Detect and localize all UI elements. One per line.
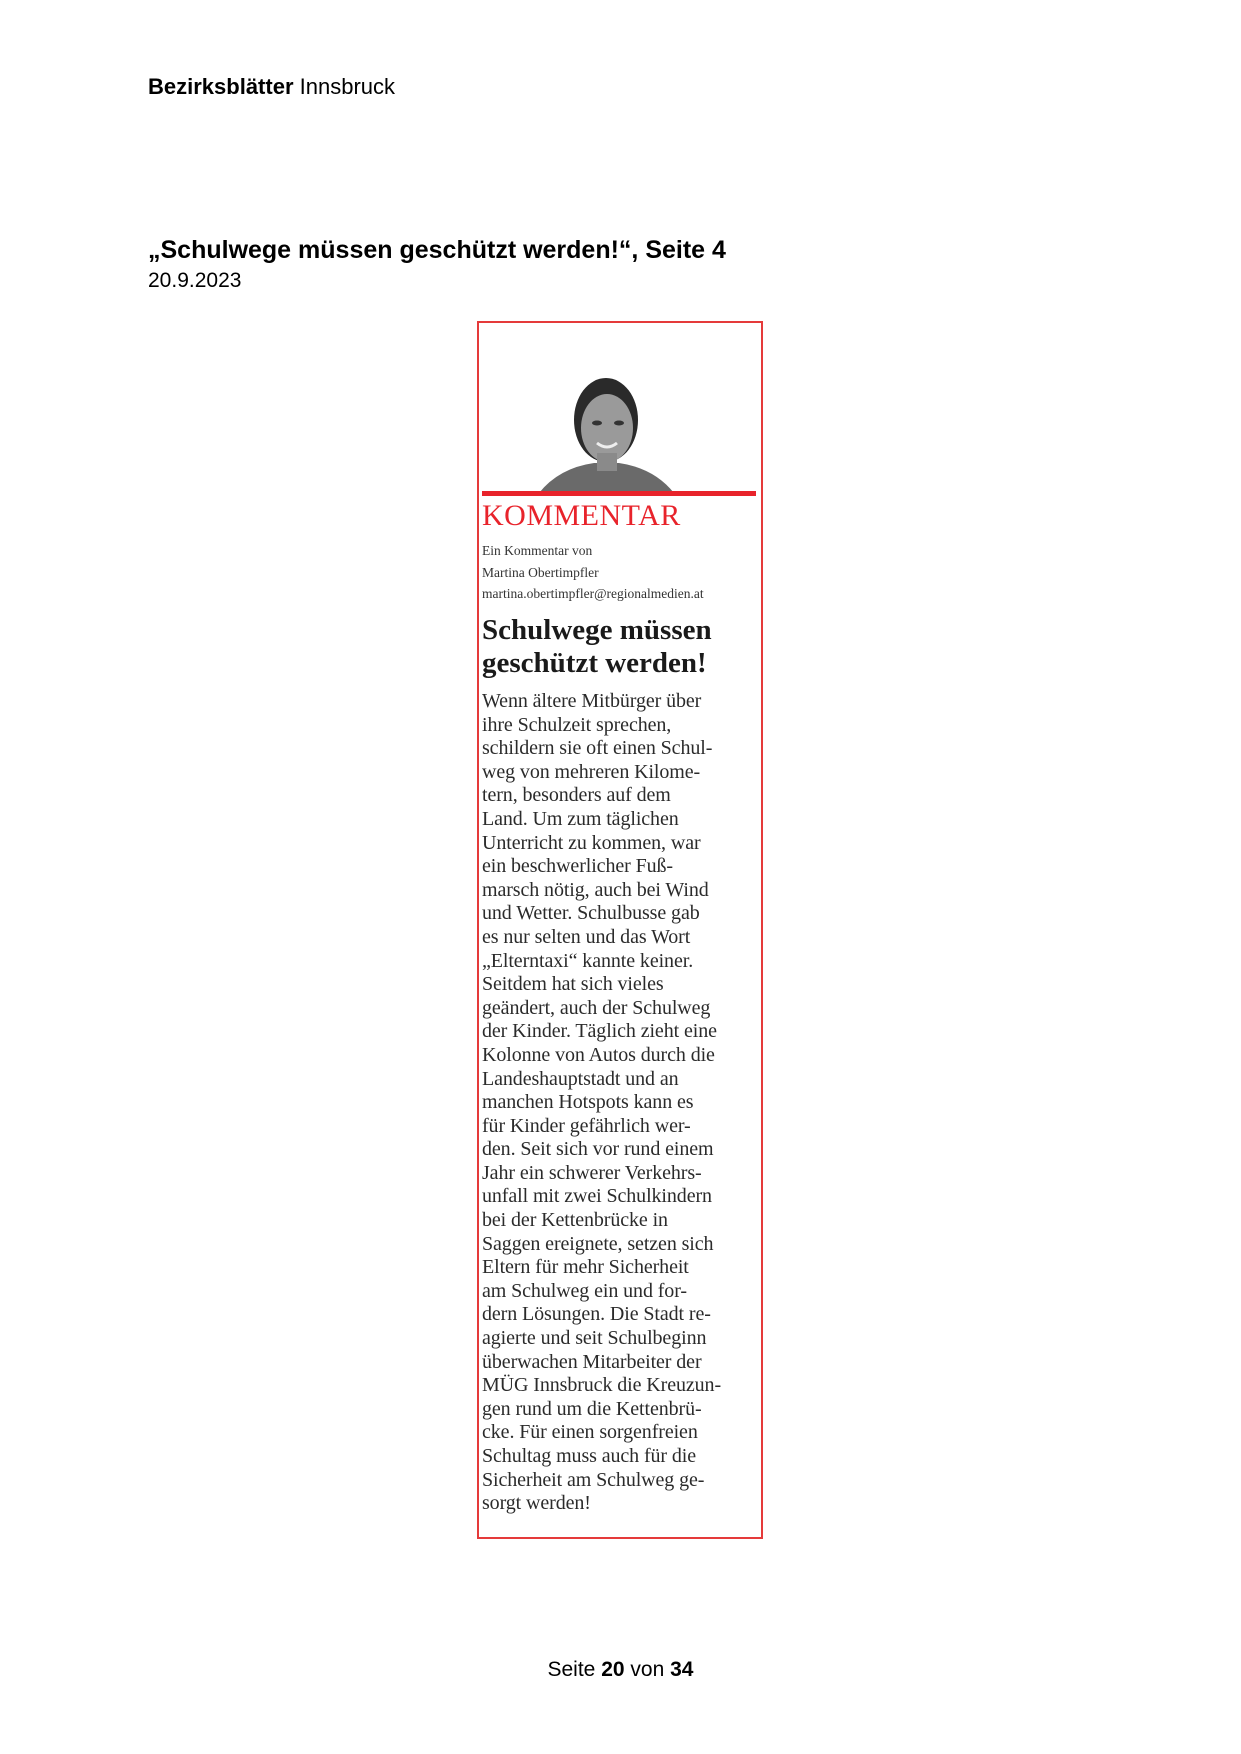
body-line: Land. Um zum täglichen: [482, 807, 679, 830]
clipping-headline: [482, 614, 712, 680]
body-line: Wenn ältere Mitbürger über: [482, 690, 702, 712]
author-photo: [539, 368, 674, 493]
article-title: „Schulwege müssen geschützt werden!“, Seite 4: [148, 236, 726, 264]
body-line: weg von mehreren Kilome-: [482, 760, 701, 783]
body-line: Unterricht zu kommen, war: [482, 831, 701, 854]
headline-line: Schulwege müssen: [482, 614, 712, 646]
body-line: der Kinder. Täglich zieht eine: [482, 1020, 717, 1043]
body-line: Sicherheit am Schulweg ge-: [482, 1468, 705, 1491]
body-line: Landeshauptstadt und an: [482, 1067, 679, 1090]
body-line: Schultag muss auch für die: [482, 1445, 697, 1467]
body-line: ein beschwerlicher Fuß-: [482, 855, 673, 878]
body-line: gen rund um die Kettenbrü-: [482, 1397, 702, 1420]
body-line: für Kinder gefährlich wer-: [482, 1114, 691, 1137]
body-line: Kolonne von Autos durch die: [482, 1043, 715, 1066]
publication-header: [148, 74, 395, 100]
body-line: MÜG Innsbruck die Kreuzun-: [482, 1374, 722, 1397]
body-line: ihre Schulzeit sprechen,: [482, 713, 672, 736]
byline: [482, 540, 704, 605]
total-pages: 34: [670, 1658, 694, 1681]
footer-middle: von: [630, 1658, 665, 1681]
body-line: dern Lösungen. Die Stadt re-: [482, 1303, 711, 1326]
body-line: überwachen Mitarbeiter der: [482, 1350, 702, 1373]
body-line: tern, besonders auf dem: [482, 784, 671, 807]
publication-name: Bezirksblätter: [148, 74, 294, 99]
headline-line: geschützt werden!: [482, 647, 707, 679]
body-line: agierte und seit Schulbeginn: [482, 1327, 707, 1350]
body-line: Eltern für mehr Sicherheit: [482, 1256, 689, 1279]
body-line: den. Seit sich vor rund einem: [482, 1138, 714, 1161]
body-line: „Elterntaxi“ kannte keiner.: [482, 949, 694, 972]
body-line: am Schulweg ein und for-: [482, 1279, 687, 1302]
body-line: sorgt werden!: [482, 1492, 591, 1515]
body-line: Saggen ereignete, setzen sich: [482, 1232, 714, 1255]
kicker-label: KOMMENTAR: [482, 499, 681, 532]
body-line: und Wetter. Schulbusse gab: [482, 902, 700, 925]
body-line: cke. Für einen sorgenfreien: [482, 1421, 698, 1444]
article-date: 20.9.2023: [148, 269, 242, 292]
byline-email: martina.obertimpfler@regionalmedien.at: [482, 586, 704, 601]
accent-rule: [482, 491, 756, 496]
body-line: es nur selten und das Wort: [482, 925, 691, 948]
body-line: marsch nötig, auch bei Wind: [482, 878, 709, 901]
footer-prefix: Seite: [547, 1658, 596, 1681]
newspaper-clipping: [477, 321, 763, 1539]
byline-author: Martina Obertimpfler: [482, 564, 599, 580]
body-line: bei der Kettenbrücke in: [482, 1209, 668, 1232]
body-line: geändert, auch der Schulweg: [482, 996, 711, 1019]
article-body: [482, 690, 721, 1516]
body-line: schildern sie oft einen Schul-: [482, 737, 713, 760]
body-line: unfall mit zwei Schulkindern: [482, 1185, 712, 1208]
body-line: Seitdem hat sich vieles: [482, 973, 664, 996]
current-page: 20: [601, 1658, 625, 1681]
byline-intro: Ein Kommentar von: [482, 543, 593, 558]
publication-edition: Innsbruck: [299, 74, 396, 99]
body-line: Jahr ein schwerer Verkehrs-: [482, 1161, 702, 1184]
body-line: manchen Hotspots kann es: [482, 1091, 694, 1114]
page-footer: [0, 1658, 1241, 1682]
